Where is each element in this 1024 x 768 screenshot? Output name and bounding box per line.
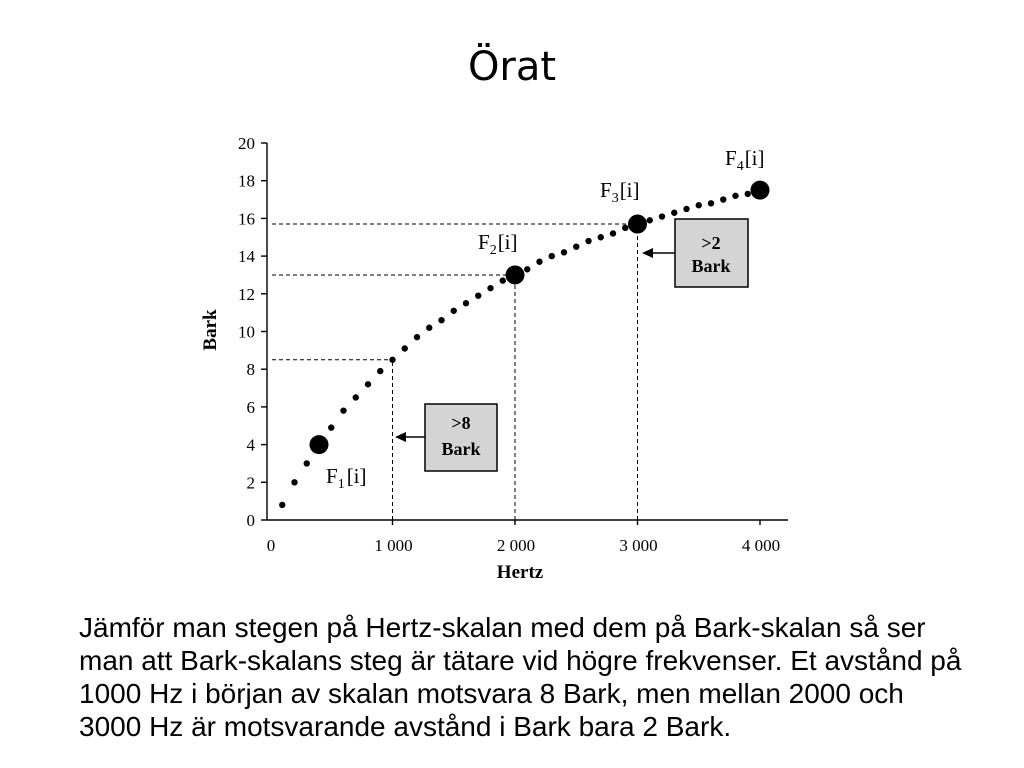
y-tick-label: 20 [238, 134, 255, 153]
x-tick-label: 4 000 [741, 536, 781, 555]
curve-dot [536, 259, 542, 265]
formant-label-letter: F [725, 146, 737, 170]
formant-dot-f2 [506, 265, 525, 284]
arrow-left-icon [395, 432, 406, 442]
x-tick-label: 2 000 [496, 536, 536, 555]
annotation-unit: Bark [441, 439, 481, 459]
curve-dot [377, 368, 383, 374]
curve-dot [683, 206, 689, 212]
y-tick-label: 14 [238, 247, 255, 267]
curve-dot [340, 407, 346, 413]
formant-dot-f1 [310, 435, 329, 454]
annotation-8-bark [395, 404, 497, 471]
formant-dot-f4 [751, 181, 770, 200]
formant-label-suffix: [i] [619, 178, 640, 202]
body-line: Jämför man stegen på Hertz-skalan med dem på Bark-skalan så ser [79, 612, 926, 643]
formant-label-index: 3 [611, 191, 619, 206]
formant-dot-f3 [628, 215, 647, 234]
body-line: 3000 Hz är motsvarande avstånd i Bark bara 2 Bark. [79, 711, 732, 742]
y-tick-label: 16 [238, 209, 255, 229]
body-paragraph [79, 611, 961, 743]
curve-dot [414, 334, 420, 340]
curve-dot [353, 394, 359, 400]
formant-label-letter: F [478, 230, 490, 254]
formant-label-f1 [326, 464, 367, 492]
x-tick-label: 3 000 [619, 536, 658, 555]
formant-label-f2 [478, 230, 518, 258]
y-tick-label: 12 [238, 284, 255, 304]
formant-label-index: 4 [736, 159, 744, 174]
curve-dot [279, 502, 285, 508]
formant-label-letter: F [326, 464, 338, 488]
curve-dot [696, 202, 702, 208]
annotation-value: >8 [451, 413, 471, 433]
curve-dot [451, 308, 457, 314]
y-tick-label: 0 [246, 511, 255, 530]
annotation-unit: Bark [691, 256, 731, 276]
x-tick-label: 0 [266, 536, 276, 555]
x-tick-label: 1 000 [374, 536, 413, 555]
curve-dot [463, 300, 469, 306]
curve-dot [573, 243, 579, 249]
curve-dot [622, 225, 628, 231]
y-tick-label: 2 [246, 473, 255, 493]
formant-label-f4 [725, 146, 765, 174]
axis-ticks [238, 134, 780, 555]
curve-dot [524, 266, 530, 272]
curve-dot [745, 191, 751, 197]
formant-label-f3 [600, 178, 640, 206]
curve-dot [647, 217, 653, 223]
curve-dot [365, 381, 371, 387]
slide-title: Örat [467, 44, 557, 90]
curve-dot [585, 238, 591, 244]
curve-dot [720, 196, 726, 202]
formant-label-suffix: [i] [346, 464, 367, 488]
formant-label-suffix: [i] [744, 146, 765, 170]
body-line: 1000 Hz i början av skalan motsvara 8 Bark, men mellan 2000 och [79, 678, 904, 709]
curve-dot [610, 230, 616, 236]
curve-dot [549, 253, 555, 259]
formant-label-index: 2 [489, 243, 497, 258]
y-tick-label: 10 [238, 322, 255, 342]
curve-dot [487, 285, 493, 291]
y-tick-label: 4 [246, 435, 255, 455]
formant-label-suffix: [i] [497, 230, 518, 254]
curve-dot [561, 249, 567, 255]
curve-dot [402, 345, 408, 351]
arrow-left-icon [642, 248, 653, 258]
curve-dot [304, 460, 310, 466]
curve-dot [389, 357, 395, 363]
curve-dot [659, 213, 665, 219]
curve-dot [732, 193, 738, 199]
y-tick-label: 18 [238, 171, 255, 191]
curve-dot [598, 234, 604, 240]
x-axis-title: Hertz [496, 562, 544, 583]
y-tick-label: 6 [246, 397, 255, 417]
y-tick-label: 8 [246, 360, 255, 380]
curve-dot [708, 200, 714, 206]
y-axis-title: Bark [200, 309, 221, 351]
curve-dot [328, 424, 334, 430]
formant-label-index: 1 [337, 477, 345, 492]
curve-dot [500, 277, 506, 283]
curve-dot [438, 317, 444, 323]
annotation-2-bark [642, 219, 748, 287]
annotation-value: >2 [701, 233, 721, 253]
curve-dot [671, 210, 677, 216]
curve-dot [426, 325, 432, 331]
annotation-box [675, 219, 748, 287]
body-line: man att Bark-skalans steg är tätare vid högre frekvenser. Et avstånd på [79, 645, 962, 676]
curve-dot [291, 479, 297, 485]
curve-dot [475, 292, 481, 298]
formant-label-letter: F [600, 178, 612, 202]
